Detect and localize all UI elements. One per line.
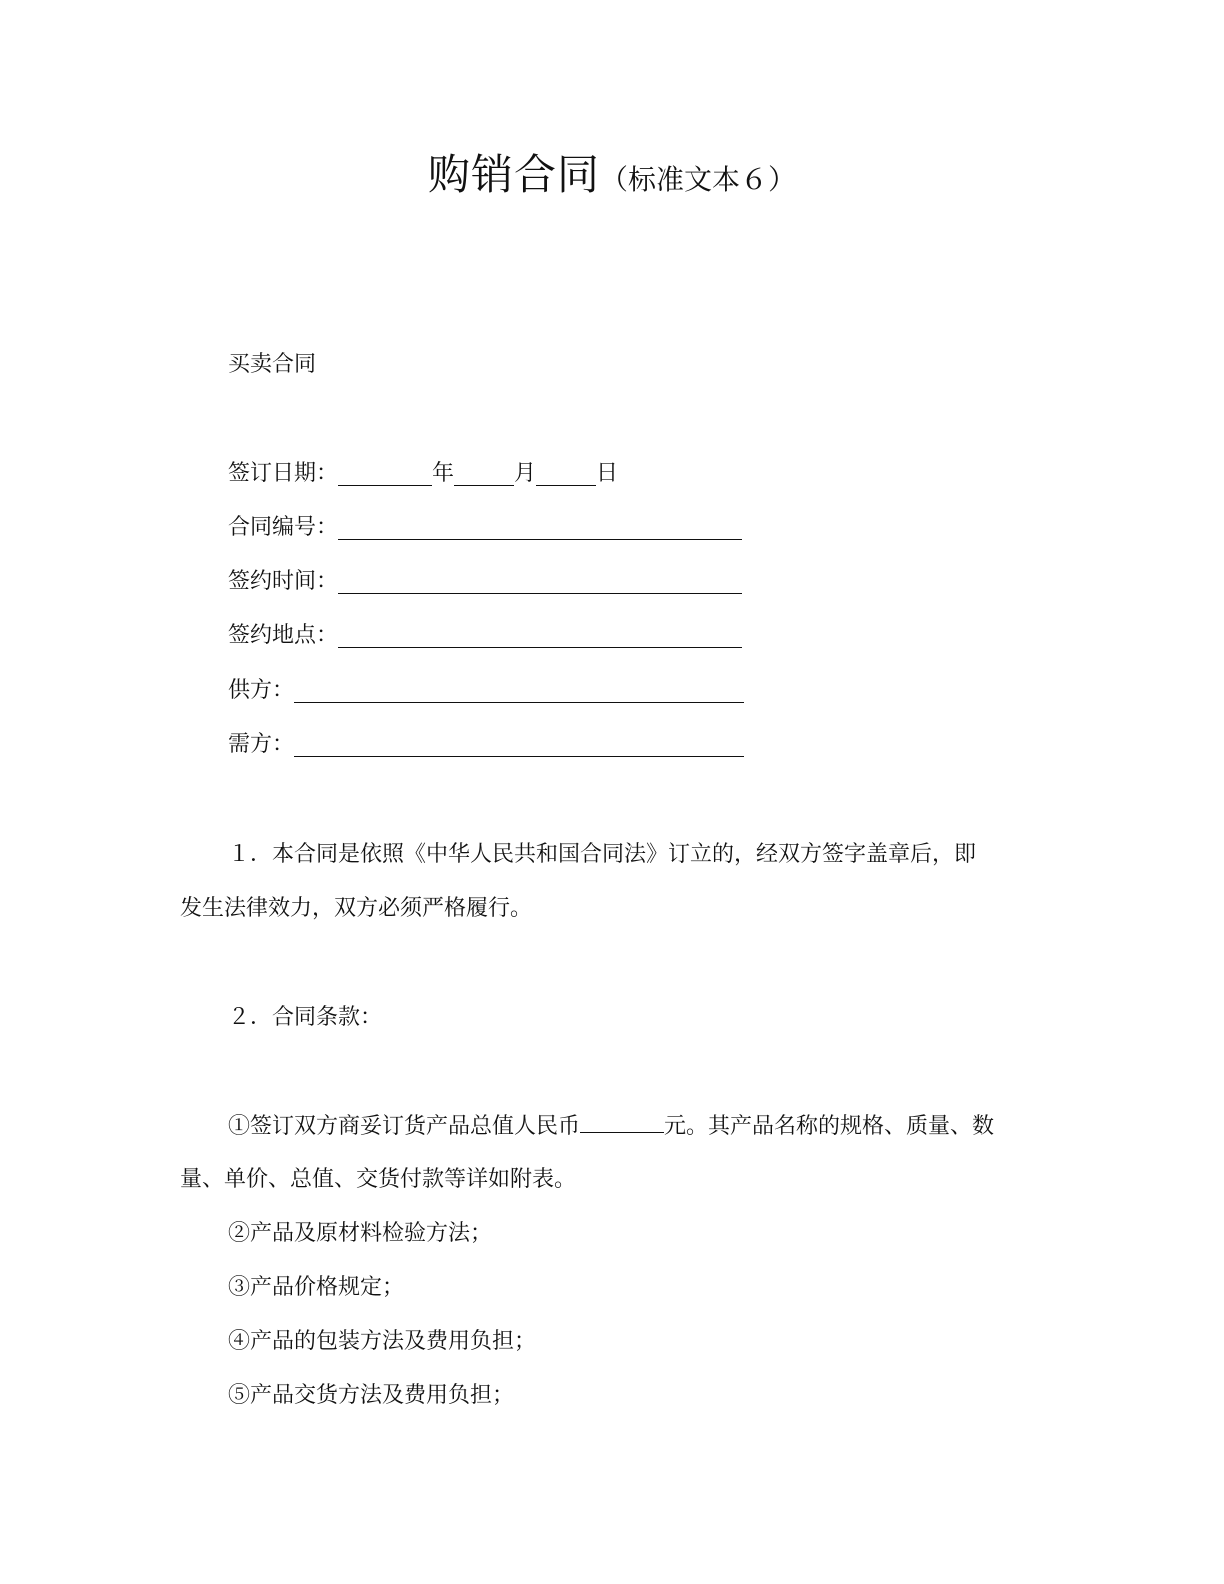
contract-number-row (228, 513, 742, 543)
item-1-text-b: 元。其产品名称的规格、质量、数 (664, 1114, 995, 1139)
year-blank[interactable] (338, 463, 432, 486)
supplier-row (228, 676, 744, 706)
title-subtitle: （标准文本６） (600, 163, 797, 196)
contract-subtitle: 买卖合同 (228, 352, 317, 377)
clause-1-line-2: 发生法律效力，双方必须严格履行。 (180, 896, 533, 921)
day-blank[interactable] (536, 463, 596, 486)
title-main: 购销合同 (427, 150, 600, 199)
field-label: 合同编号： (228, 515, 339, 540)
date-row (228, 459, 618, 489)
item-1-line-1 (228, 1110, 994, 1142)
clause-2-heading: ２．合同条款： (228, 1005, 383, 1030)
field-label: 供方： (228, 678, 295, 703)
clause-1-line-1: １．本合同是依照《中华人民共和国合同法》订立的，经双方签字盖章后，即 (228, 842, 977, 867)
buyer-row (228, 730, 744, 760)
field-label: 需方： (228, 732, 295, 757)
item-4: ④产品的包装方法及费用负担； (228, 1329, 537, 1354)
item-1-text-a: ①签订双方商妥订货产品总值人民币 (228, 1114, 581, 1139)
buyer-blank[interactable] (294, 734, 744, 757)
month-label: 月 (514, 461, 537, 486)
item-2: ②产品及原材料检验方法； (228, 1221, 493, 1246)
document-title (0, 142, 1224, 202)
amount-blank[interactable] (580, 1110, 664, 1133)
supplier-blank[interactable] (294, 680, 744, 703)
signing-place-blank[interactable] (338, 625, 742, 648)
contract-number-blank[interactable] (338, 517, 742, 540)
field-label: 签约时间： (228, 569, 339, 594)
item-1-line-2: 量、单价、总值、交货付款等详如附表。 (180, 1167, 577, 1192)
year-label: 年 (432, 461, 455, 486)
month-blank[interactable] (454, 463, 514, 486)
field-label: 签约地点： (228, 623, 339, 648)
signing-time-row (228, 567, 742, 597)
signing-place-row (228, 621, 742, 651)
date-label: 签订日期： (228, 461, 339, 486)
item-3: ③产品价格规定； (228, 1275, 405, 1300)
signing-time-blank[interactable] (338, 571, 742, 594)
day-label: 日 (596, 461, 619, 486)
item-5: ⑤产品交货方法及费用负担； (228, 1383, 515, 1408)
